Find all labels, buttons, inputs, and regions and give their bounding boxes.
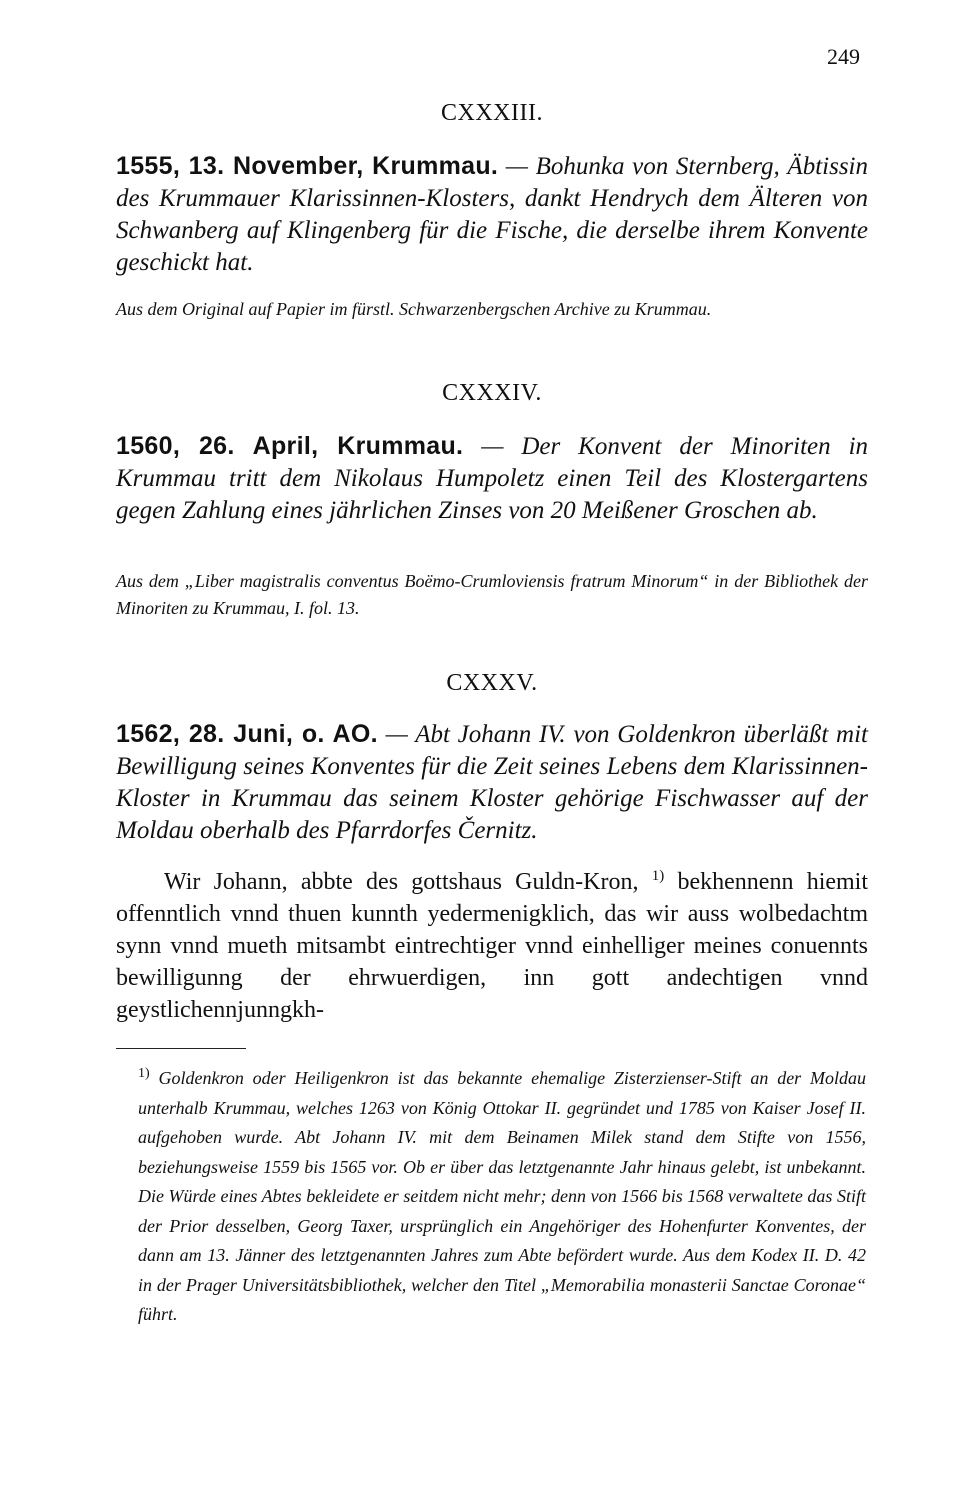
entry-heading: CXXXIV.: [442, 380, 542, 406]
document-body-text: [116, 866, 868, 1026]
entry-summary: — Bohunka von Sternberg, Äbtissin des Krummauer Klarissinnen-Klosters, dankt Hendrych dem Älteren von Schwanberg auf Klingenberg für die Fische, die derselbe ihrem Konvente geschickt hat.: [116, 153, 868, 276]
entry-summary: — Abt Johann IV. von Goldenkron überläßt mit Bewilligung seines Konventes für die Zeit seines Lebens dem Klarissinnen-Kloster in Krummau das seinem Kloster gehörige Fischwasser auf der Moldau oberhalb des Pfarrdorfes Černitz.: [116, 721, 869, 844]
entry-date: 1555, 13. November, Krummau.: [116, 152, 499, 180]
entry-regest: [116, 150, 868, 279]
footnote: [138, 1064, 866, 1330]
body-text-start: Wir Johann, abbte des gottshaus Guldn-Kron,: [164, 869, 639, 895]
entry-source: Aus dem Original auf Papier im fürstl. Schwarzenbergschen Archive zu Krummau.: [116, 299, 712, 319]
body-text-continued: bekhennenn hiemit offenntlich vnnd thuen kunnth yedermenigklich, das wir auss wolbedachtm synn vnnd mueth mitsambt eintrechtiger vnnd einhelliger meines conuennts bewilligunng der ehrwuerdigen, inn gott andechtigen vnnd geystlichennjunngkh-: [116, 869, 869, 1023]
entry-date: 1562, 28. Juni, o. AO.: [116, 720, 378, 748]
entry-heading: CXXXIII.: [441, 100, 543, 126]
footnote-divider: [116, 1048, 246, 1049]
entry-heading: CXXXV.: [446, 670, 538, 696]
entry-regest: [116, 430, 868, 527]
entry-source: Aus dem „Liber magistralis conventus Boëmo-Crumloviensis fratrum Minorum“ in der Bibliothek der Minoriten zu Krummau, I. fol. 13.: [116, 571, 868, 618]
entry-regest: [116, 718, 868, 847]
footnote-marker: 1): [138, 1066, 150, 1081]
entry-summary: — Der Konvent der Minoriten in Krummau tritt dem Nikolaus Humpoletz einen Teil des Klostergartens gegen Zahlung eines jährlichen Zinses von 20 Meißener Groschen ab.: [116, 433, 869, 524]
footnote-text: Goldenkron oder Heiligenkron ist das bekannte ehemalige Zisterzienser-Stift an der Moldau unterhalb Krummau, welches 1263 von König Ottokar II. gegründet und 1785 von Kaiser Josef II. aufgehoben wurde. Abt Johann IV. mit dem Beinamen Milek stand dem Stifte von 1556, beziehungsweise 1559 bis 1565 vor. Ob er über das letztgenannte Jahr hinaus gelebt, ist unbekannt. Die Würde eines Abtes bekleidete er seitdem nicht mehr; denn von 1566 bis 1568 verwaltete das Stift der Prior desselben, Georg Taxer, ursprünglich ein Angehöriger des Hohenfurter Konventes, der dann am 13. Jänner des letztgenannten Jahres zum Abte befördert wurde. Aus dem Kodex II. D. 42 in der Prager Universitätsbibliothek, welcher den Titel „Memorabilia monasterii Sanctae Coronae“ führt.: [138, 1068, 867, 1324]
footnote-reference[interactable]: 1): [651, 868, 665, 884]
entry-date: 1560, 26. April, Krummau.: [116, 432, 464, 460]
page-number: 249: [827, 44, 860, 69]
